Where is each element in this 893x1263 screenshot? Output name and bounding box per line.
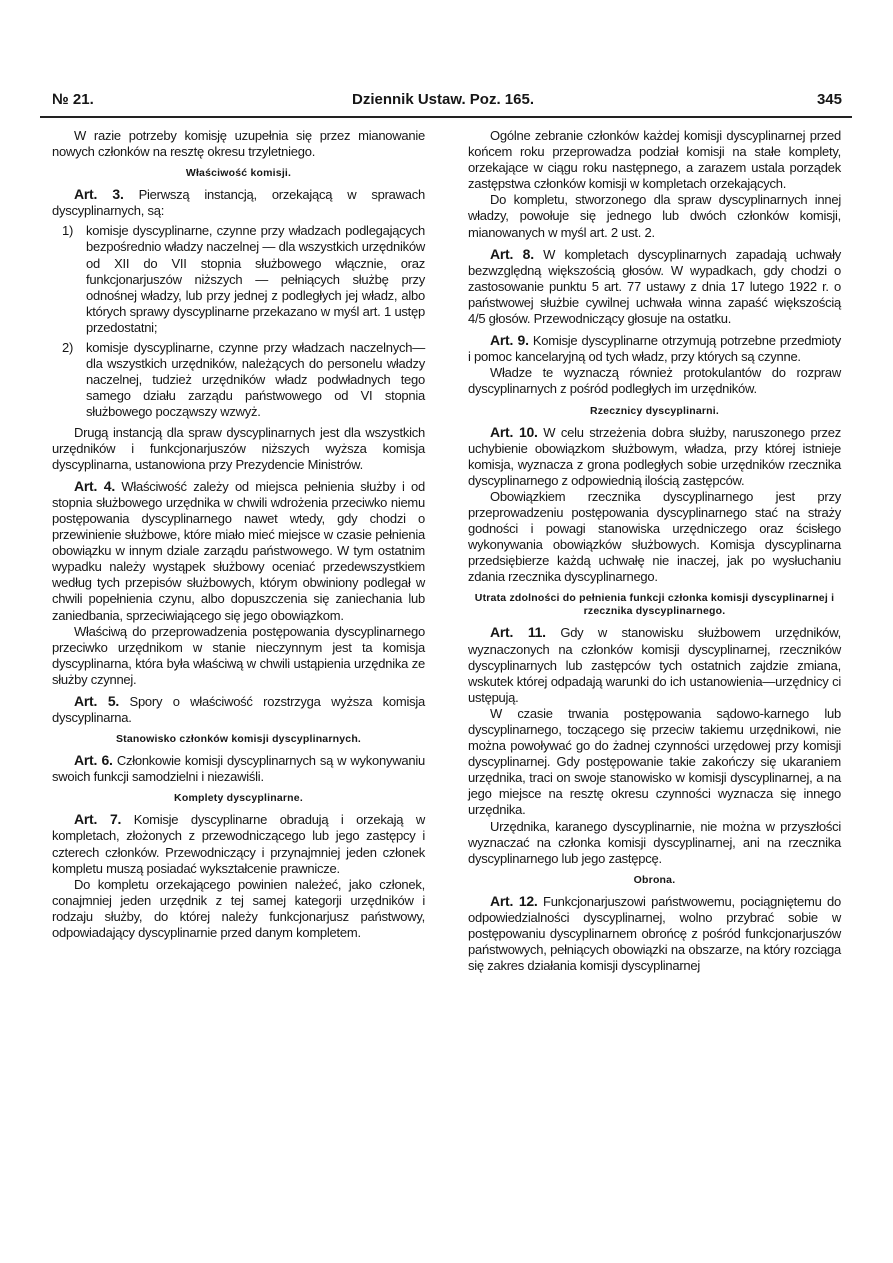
article-text: Członkowie komisji dyscyplinarnych są w wykonywaniu swoich funkcji samodzielni i niezawiśli. <box>52 753 425 785</box>
list-item <box>62 223 425 336</box>
paragraph: Ogólne zebranie członków każdej komisji dyscyplinarnej przed końcem roku przeprowadza podział komisji na stałe komplety, orzekające w ciągu roku następnego, a zarazem ustala porządek zastępstwa członków komisji w kompletach orzekających. <box>468 128 841 192</box>
article-label: Art. 10. <box>490 423 538 440</box>
page-number: 345 <box>816 91 842 108</box>
article-label: Art. 7. <box>74 811 122 828</box>
article-label: Art. 3. <box>74 186 124 203</box>
section-heading: Utrata zdolności do pełnienia funkcji członka komisji dyscyplinarnej i rzecznika dyscyplinarnego. <box>474 592 835 618</box>
section-heading: Właściwość komisji. <box>185 167 292 180</box>
article-6 <box>52 752 425 785</box>
paragraph: Urzędnika, karanego dyscyplinarnie, nie można w przyszłości wyznaczać na członka komisji dyscyplinarnej, ani na rzecznika dyscyplinarnego lub jego zastępcę. <box>468 818 841 866</box>
article-text: Komisje dyscyplinarne otrzymują potrzebne przedmioty i pomoc kancelaryjną od tych władz, przy których są czynne. <box>468 333 841 365</box>
article-label: Art. 4. <box>74 477 115 494</box>
header-rule <box>40 116 852 118</box>
list-number: 1) <box>62 223 74 239</box>
paragraph: Właściwą do przeprowadzenia postępowania dyscyplinarnego przeciwko urzędnikom w stanie nieczynnym jest ta komisja dyscyplinarna, która była właściwą w chwili ustąpienia urzędnika ze służby czynnej. <box>52 623 425 687</box>
article-label: Art. 12. <box>490 892 538 909</box>
article-label: Art. 9. <box>490 332 529 349</box>
list-text: komisje dyscyplinarne, czynne przy władzach podlegających bezpośrednio władzy naczelnej — dla wszystkich urzędników od XII do VII stopnia służbowego włącznie, oraz funkcjonarjuszów niższych — pełniących służbę przy odnośnej władzy, lub przy jednej z podległych jej władz, albo których sprawy dyscyplinarne przekazano w myśl art. 1 ustęp przedostatni; <box>86 223 425 335</box>
article-label: Art. 11. <box>490 624 546 641</box>
list-number: 2) <box>62 340 74 356</box>
article-label: Art. 8. <box>490 245 534 262</box>
article-text: Gdy w stanowisku służbowem urzędników, wyznaczonych na członków komisji dyscyplinarnej, rzeczników dyscyplinarnych lub zastępców tych ostatnich zajdzie zmiana, wskutek której odpadają warunki do ich ustanowienia—urzędnicy ci ustępują. <box>468 625 841 705</box>
section-heading: Stanowisko członków komisji dyscyplinarnych. <box>115 733 362 746</box>
paragraph: Drugą instancją dla spraw dyscyplinarnych jest dla wszystkich urzędników i funkcjonarjuszów niższych wyższa komisja dyscyplinarna, ustanowiona przy Prezydencie Ministrów. <box>52 424 425 472</box>
article-text: Komisje dyscyplinarne obradują i orzekają w kompletach, złożonych z przewodniczącego lub jego zastępcy i czterech członków. Przewodniczący i przynajmniej jeden członek kompletu muszą posiadać wykształcenie prawnicze. <box>52 812 425 876</box>
section-heading: Komplety dyscyplinarne. <box>174 792 303 805</box>
article-9 <box>468 332 841 365</box>
article-label: Art. 6. <box>74 752 113 769</box>
list-item <box>62 340 425 420</box>
right-column <box>468 128 841 974</box>
article-text: Pierwszą instancją, orzekającą w sprawach dyscyplinarnych, są: <box>52 187 425 219</box>
paragraph: Do kompletu, stworzonego dla spraw dyscyplinarnych innej władzy, powołuje się jednego lub dwóch członków komisji, mianowanych w myśl art. 2 ust. 2. <box>468 192 841 240</box>
article-label: Art. 5. <box>74 693 120 709</box>
section-heading: Obrona. <box>633 873 676 886</box>
paragraph: W razie potrzeby komisję uzupełnia się przez mianowanie nowych członków na resztę okresu trzyletniego. <box>52 128 425 160</box>
article-5 <box>52 693 425 726</box>
paragraph: W czasie trwania postępowania sądowo-karnego lub dyscyplinarnego, toczącego się przeciw takiemu urzędnikowi, nie można powoływać go do żadnej czynności urzędowej przy komisji dyscyplinarnej. Gdy postępowanie takie zakończy się ukaraniem urzędnika, traci on swoje stanowisko w komisji dyscyplinarnej, a na jego miejsce na resztę okresu czynności wyznacza się innego urzędnika. <box>468 705 841 818</box>
article-7 <box>52 811 425 876</box>
article-text: Właściwość zależy od miejsca pełnienia służby i od stopnia służbowego urzędnika w chwili wdrożenia przeciwko niemu postępowania dyscyplinarnego nawet wtedy, gdy chodzi o przewinienie służbowe, które miało mieć miejsce w czasie pełnienia obowiązku w innym dziale zarządu państwowego. W tym ostatnim wypadku należy wystąpek służbowy oceniać przedewszystkiem według tych przepisów służbowych, którym obwiniony podlegał w chwili popełnienia czynu, albo dopuszczenia się zaniechania lub zaniedbania, sprzeciwiającego się jego obowiązkom. <box>52 478 425 623</box>
article-text: W kompletach dyscyplinarnych zapadają uchwały bezwzględną większością głosów. W wypadkach, gdy chodzi o zastosowanie punktu 5 art. 77 ustawy z dnia 17 lutego 1922 r. o państwowej służbie cywilnej uchwała winna zapaść większością 4/5 głosów. Przewodniczący głosuje na ostatku. <box>468 246 841 327</box>
article-3 <box>52 186 425 219</box>
article-12 <box>468 893 841 974</box>
paragraph: Do kompletu orzekającego powinien należeć, jako członek, conajmniej jeden urzędnik z tej samej kategorji urzędników i rodzaju służby, do której należy funkcjonarjusz państwowy, odpowiadający dyscyplinarnie przed danym kompletem. <box>52 876 425 941</box>
article-text: W celu strzeżenia dobra służby, naruszonego przez uchybienie obowiązkom służbowym, władza, przy której istnieje komisja, wyznacza z grona podległych sobie urzędników rzecznika dyscyplinarnego z odpowiednią ilością zastępców. <box>468 424 841 488</box>
journal-title: Dziennik Ustaw. Poz. 165. <box>352 91 534 108</box>
list-text: komisje dyscyplinarne, czynne przy władzach naczelnych—dla wszystkich urzędników, należących do personelu władzy naczelnej, tudzież urzędników władz podwładnych tego samego działu zarządu państwowego od VI stopnia służbowego począwszy wzwyż. <box>86 340 425 420</box>
article-text: Funkcjonarjuszowi państwowemu, pociągniętemu do odpowiedzialności dyscyplinarnej, wolno przybrać sobie w postępowaniu dyscyplinarnem obrońcę z pośród funkcjonarjuszów państwowych, pełniących obowiązki na obszarze, na który rozciąga się zakres działania komisji dyscyplinarnej <box>468 893 841 974</box>
page-header <box>52 91 842 111</box>
section-heading: Rzecznicy dyscyplinarni. <box>589 404 720 417</box>
paragraph: Obowiązkiem rzecznika dyscyplinarnego jest przy przeprowadzeniu postępowania dyscyplinarnego stać na straży godności i powagi stanowiska urzędniczego oraz ścisłego wykonywania obowiązków służbowych. Komisja dyscyplinarna przedsiębierze każdą uchwałę nie inaczej, jak po wysłuchaniu zdania rzecznika dyscyplinarnego. <box>468 488 841 585</box>
left-column <box>52 128 425 941</box>
article-text: Spory o właściwość rozstrzyga wyższa komisja dyscyplinarna. <box>52 694 425 726</box>
article-8 <box>468 246 841 327</box>
article-4 <box>52 478 425 624</box>
article-11 <box>468 624 841 705</box>
article-10 <box>468 424 841 489</box>
issue-number: № 21. <box>52 91 94 108</box>
paragraph: Władze te wyznaczą również protokulantów do rozpraw dyscyplinarnych z pośród podległych im urzędników. <box>468 365 841 397</box>
